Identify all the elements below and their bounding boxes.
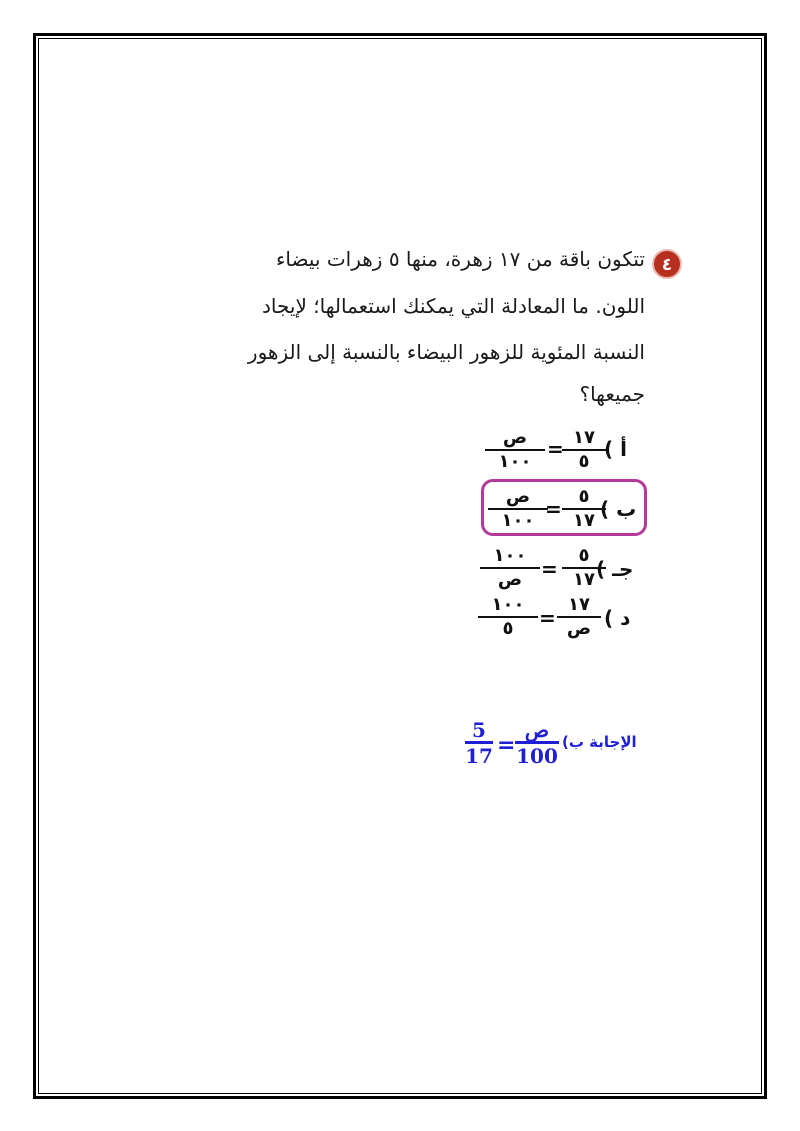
fraction-numerator: ١٠٠ <box>478 595 538 618</box>
fraction-numerator: ١٧ <box>562 428 606 451</box>
fraction-numerator: ص <box>488 487 548 510</box>
option-c-label: جـ ) <box>596 557 634 581</box>
page-border-inner <box>38 38 762 1094</box>
fraction-denominator: ١٧ <box>573 569 595 590</box>
option-c-right-fraction <box>562 546 606 591</box>
fraction-denominator: ٥ <box>502 618 514 639</box>
option-d-left-fraction <box>478 595 538 640</box>
option-a-label: أ ) <box>604 437 627 461</box>
fraction-numerator: ص <box>485 428 545 451</box>
equals-sign: = <box>539 606 556 630</box>
option-b-right-fraction <box>562 487 606 532</box>
fraction-denominator: ١٠٠ <box>498 451 532 472</box>
fraction-numerator: ١٧ <box>557 595 601 618</box>
option-a-right-fraction <box>562 428 606 473</box>
option-a-left-fraction <box>485 428 545 473</box>
option-b-label: ب ) <box>600 497 637 521</box>
answer-right-fraction <box>515 719 559 768</box>
equals-sign: = <box>547 437 564 461</box>
fraction-denominator: ١٠٠ <box>501 510 535 531</box>
equals-sign: = <box>545 497 562 521</box>
question-text-line: تتكون باقة من ١٧ زهرة، منها ٥ زهرات بيضاء <box>276 247 645 271</box>
fraction-numerator: ٥ <box>562 546 606 569</box>
fraction-denominator: ٥ <box>578 451 590 472</box>
option-d-right-fraction <box>557 595 601 640</box>
question-text-line: اللون. ما المعادلة التي يمكنك استعمالها؛ لإيجاد <box>262 294 645 318</box>
fraction-numerator: ١٠٠ <box>480 546 540 569</box>
equals-sign: = <box>541 557 558 581</box>
question-text-line: جميعها؟ <box>579 382 645 406</box>
fraction-denominator: ص <box>497 569 523 590</box>
equals-sign: = <box>497 733 516 758</box>
fraction-denominator: ١٧ <box>573 510 595 531</box>
fraction-denominator: ص <box>566 618 592 639</box>
answer-left-fraction <box>465 719 493 768</box>
fraction-denominator: 100 <box>516 744 558 768</box>
option-c-left-fraction <box>480 546 540 591</box>
fraction-denominator: 17 <box>465 744 493 768</box>
question-text-line: النسبة المئوية للزهور البيضاء بالنسبة إلى الزهور <box>247 340 645 364</box>
fraction-numerator: 5 <box>465 719 493 744</box>
option-b-left-fraction <box>488 487 548 532</box>
fraction-numerator: ص <box>515 719 559 744</box>
fraction-numerator: ٥ <box>562 487 606 510</box>
option-d-label: د ) <box>604 606 631 630</box>
question-number-badge: ٤ <box>652 249 682 279</box>
answer-label: الإجابة ب) <box>562 733 637 751</box>
